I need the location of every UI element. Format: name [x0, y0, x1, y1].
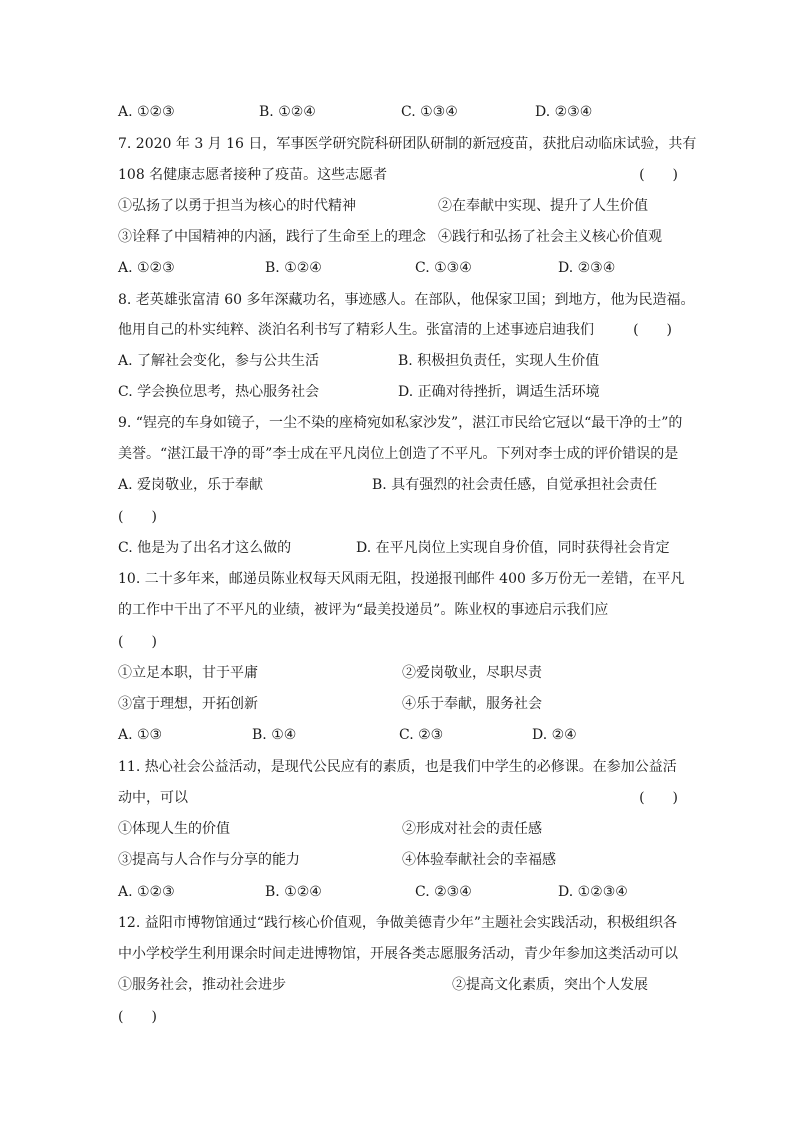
- q11-stem-text: 动中，可以: [118, 790, 188, 806]
- q11-stem-line2: [118, 788, 678, 808]
- q7-options: [118, 258, 678, 278]
- q10-option-a: A. ①③: [118, 727, 163, 743]
- q11-items-row1: [118, 819, 678, 839]
- q10-stem-line2: 的工作中干出了不平凡的业绩，被评为“最美投递员”。陈业权的事迹启示我们应: [118, 602, 609, 618]
- q12-item-1: ①服务社会，推动社会进步: [118, 977, 286, 993]
- q11-items-row2: [118, 850, 678, 870]
- q12-stem-line2: 中小学校学生利用课余时间走进博物馆，开展各类志愿服务活动，青少年参加这类活动可以: [118, 946, 678, 962]
- q12-item-2: ②提高文化素质，突出个人发展: [452, 977, 648, 993]
- q8-stem-line2: [118, 320, 678, 340]
- q7-option-c: C. ①③④: [415, 260, 472, 276]
- q10-stem-line1: 10. 二十多年来，邮递员陈业权每天风雨无阻，投递报刊邮件 400 多万份无一差错，在平凡: [118, 571, 685, 587]
- q7-stem-text: 108 名健康志愿者接种了疫苗。这些志愿者: [118, 167, 388, 183]
- q11-item-3: ③提高与人合作与分享的能力: [118, 852, 300, 868]
- q11-option-b: B. ①②④: [265, 884, 322, 900]
- q10-item-1: ①立足本职，甘于平庸: [118, 665, 258, 681]
- q9-stem-line1: 9. “锃亮的车身如镜子，一尘不染的座椅宛如私家沙发”，湛江市民给它冠以“最干净的士”的: [118, 415, 683, 431]
- q8-option-a: A. 了解社会变化，参与公共生活: [118, 353, 320, 369]
- q10-item-4: ④乐于奉献，服务社会: [402, 696, 542, 712]
- q11-item-1: ①体现人生的价值: [118, 821, 230, 837]
- q7-item-3: ③诠释了中国精神的内涵，践行了生命至上的理念: [118, 229, 426, 245]
- q11-option-d: D. ①②③④: [558, 884, 628, 900]
- q9-options-row1: [118, 475, 678, 495]
- q11-item-2: ②形成对社会的责任感: [402, 821, 542, 837]
- q11-option-a: A. ①②③: [118, 884, 175, 900]
- q6-options: [118, 102, 678, 122]
- q9-option-d: D. 在平凡岗位上实现自身价值，同时获得社会肯定: [356, 540, 670, 556]
- q8-option-d: D. 正确对待挫折，调适生活环境: [398, 384, 600, 400]
- q10-answer-bracket: ( ): [118, 634, 157, 650]
- q7-option-b: B. ①②④: [265, 260, 322, 276]
- q12-answer-bracket: ( ): [118, 1009, 157, 1025]
- q9-option-b: B. 具有强烈的社会责任感，自觉承担社会责任: [372, 477, 658, 493]
- q8-option-c: C. 学会换位思考，热心服务社会: [118, 384, 320, 400]
- q10-option-c: C. ②③: [399, 727, 444, 743]
- q11-item-4: ④体验奉献社会的幸福感: [402, 852, 556, 868]
- q6-option-a: A. ①②③: [118, 104, 175, 120]
- q8-answer-bracket: ( ): [633, 322, 672, 338]
- q11-option-c: C. ②③④: [415, 884, 472, 900]
- q7-item-2: ②在奉献中实现、提升了人生价值: [438, 198, 648, 214]
- q7-items-row1: [118, 196, 678, 216]
- q9-option-a: A. 爱岗敬业，乐于奉献: [118, 477, 264, 493]
- q9-option-c: C. 他是为了出名才这么做的: [118, 540, 292, 556]
- q7-option-a: A. ①②③: [118, 260, 175, 276]
- q7-option-d: D. ②③④: [558, 260, 616, 276]
- q7-stem-line1: 7. 2020 年 3 月 16 日，军事医学研究院科研团队研制的新冠疫苗，获批启动临床试验，共有: [118, 136, 697, 152]
- q10-item-3: ③富于理想，开拓创新: [118, 696, 258, 712]
- q10-option-b: B. ①④: [252, 727, 297, 743]
- q6-option-b: B. ①②④: [259, 104, 316, 120]
- q8-stem-line1: 8. 老英雄张富清 60 多年深藏功名，事迹感人。在部队，他保家卫国；到地方，他为民造福。: [118, 292, 695, 308]
- q10-items-row2: [118, 694, 678, 714]
- q6-option-c: C. ①③④: [401, 104, 458, 120]
- q6-option-d: D. ②③④: [535, 104, 593, 120]
- q8-option-b: B. 积极担负责任，实现人生价值: [398, 353, 600, 369]
- q7-item-1: ①弘扬了以勇于担当为核心的时代精神: [118, 198, 356, 214]
- q11-options: [118, 882, 678, 902]
- q8-options-row1: [118, 351, 678, 371]
- q12-items-row1: [118, 975, 678, 995]
- q10-option-d: D. ②④: [532, 727, 577, 743]
- q12-stem-line1: 12. 益阳市博物馆通过“践行核心价值观，争做美德青少年”主题社会实践活动，积极组织各: [118, 915, 678, 931]
- q11-stem-line1: 11. 热心社会公益活动，是现代公民应有的素质，也是我们中学生的必修课。在参加公益活: [118, 759, 677, 775]
- q11-answer-bracket: ( ): [639, 790, 678, 806]
- q8-options-row2: [118, 382, 678, 402]
- q7-items-row2: [118, 227, 678, 247]
- q10-item-2: ②爱岗敬业，尽职尽责: [402, 665, 542, 681]
- q9-answer-bracket: ( ): [118, 509, 157, 525]
- q7-item-4: ④践行和弘扬了社会主义核心价值观: [438, 229, 662, 245]
- q9-options-row2: [118, 538, 678, 558]
- q8-stem-text: 他用自己的朴实纯粹、淡泊名利书写了精彩人生。张富清的上述事迹启迪我们: [118, 322, 594, 338]
- q10-options: [118, 725, 678, 745]
- q7-stem-line2: [118, 165, 678, 185]
- q10-items-row1: [118, 663, 678, 683]
- q7-answer-bracket: ( ): [639, 167, 678, 183]
- q9-stem-line2: 美誉。“湛江最干净的哥”李士成在平凡岗位上创造了不平凡。下列对李士成的评价错误的是: [118, 446, 679, 462]
